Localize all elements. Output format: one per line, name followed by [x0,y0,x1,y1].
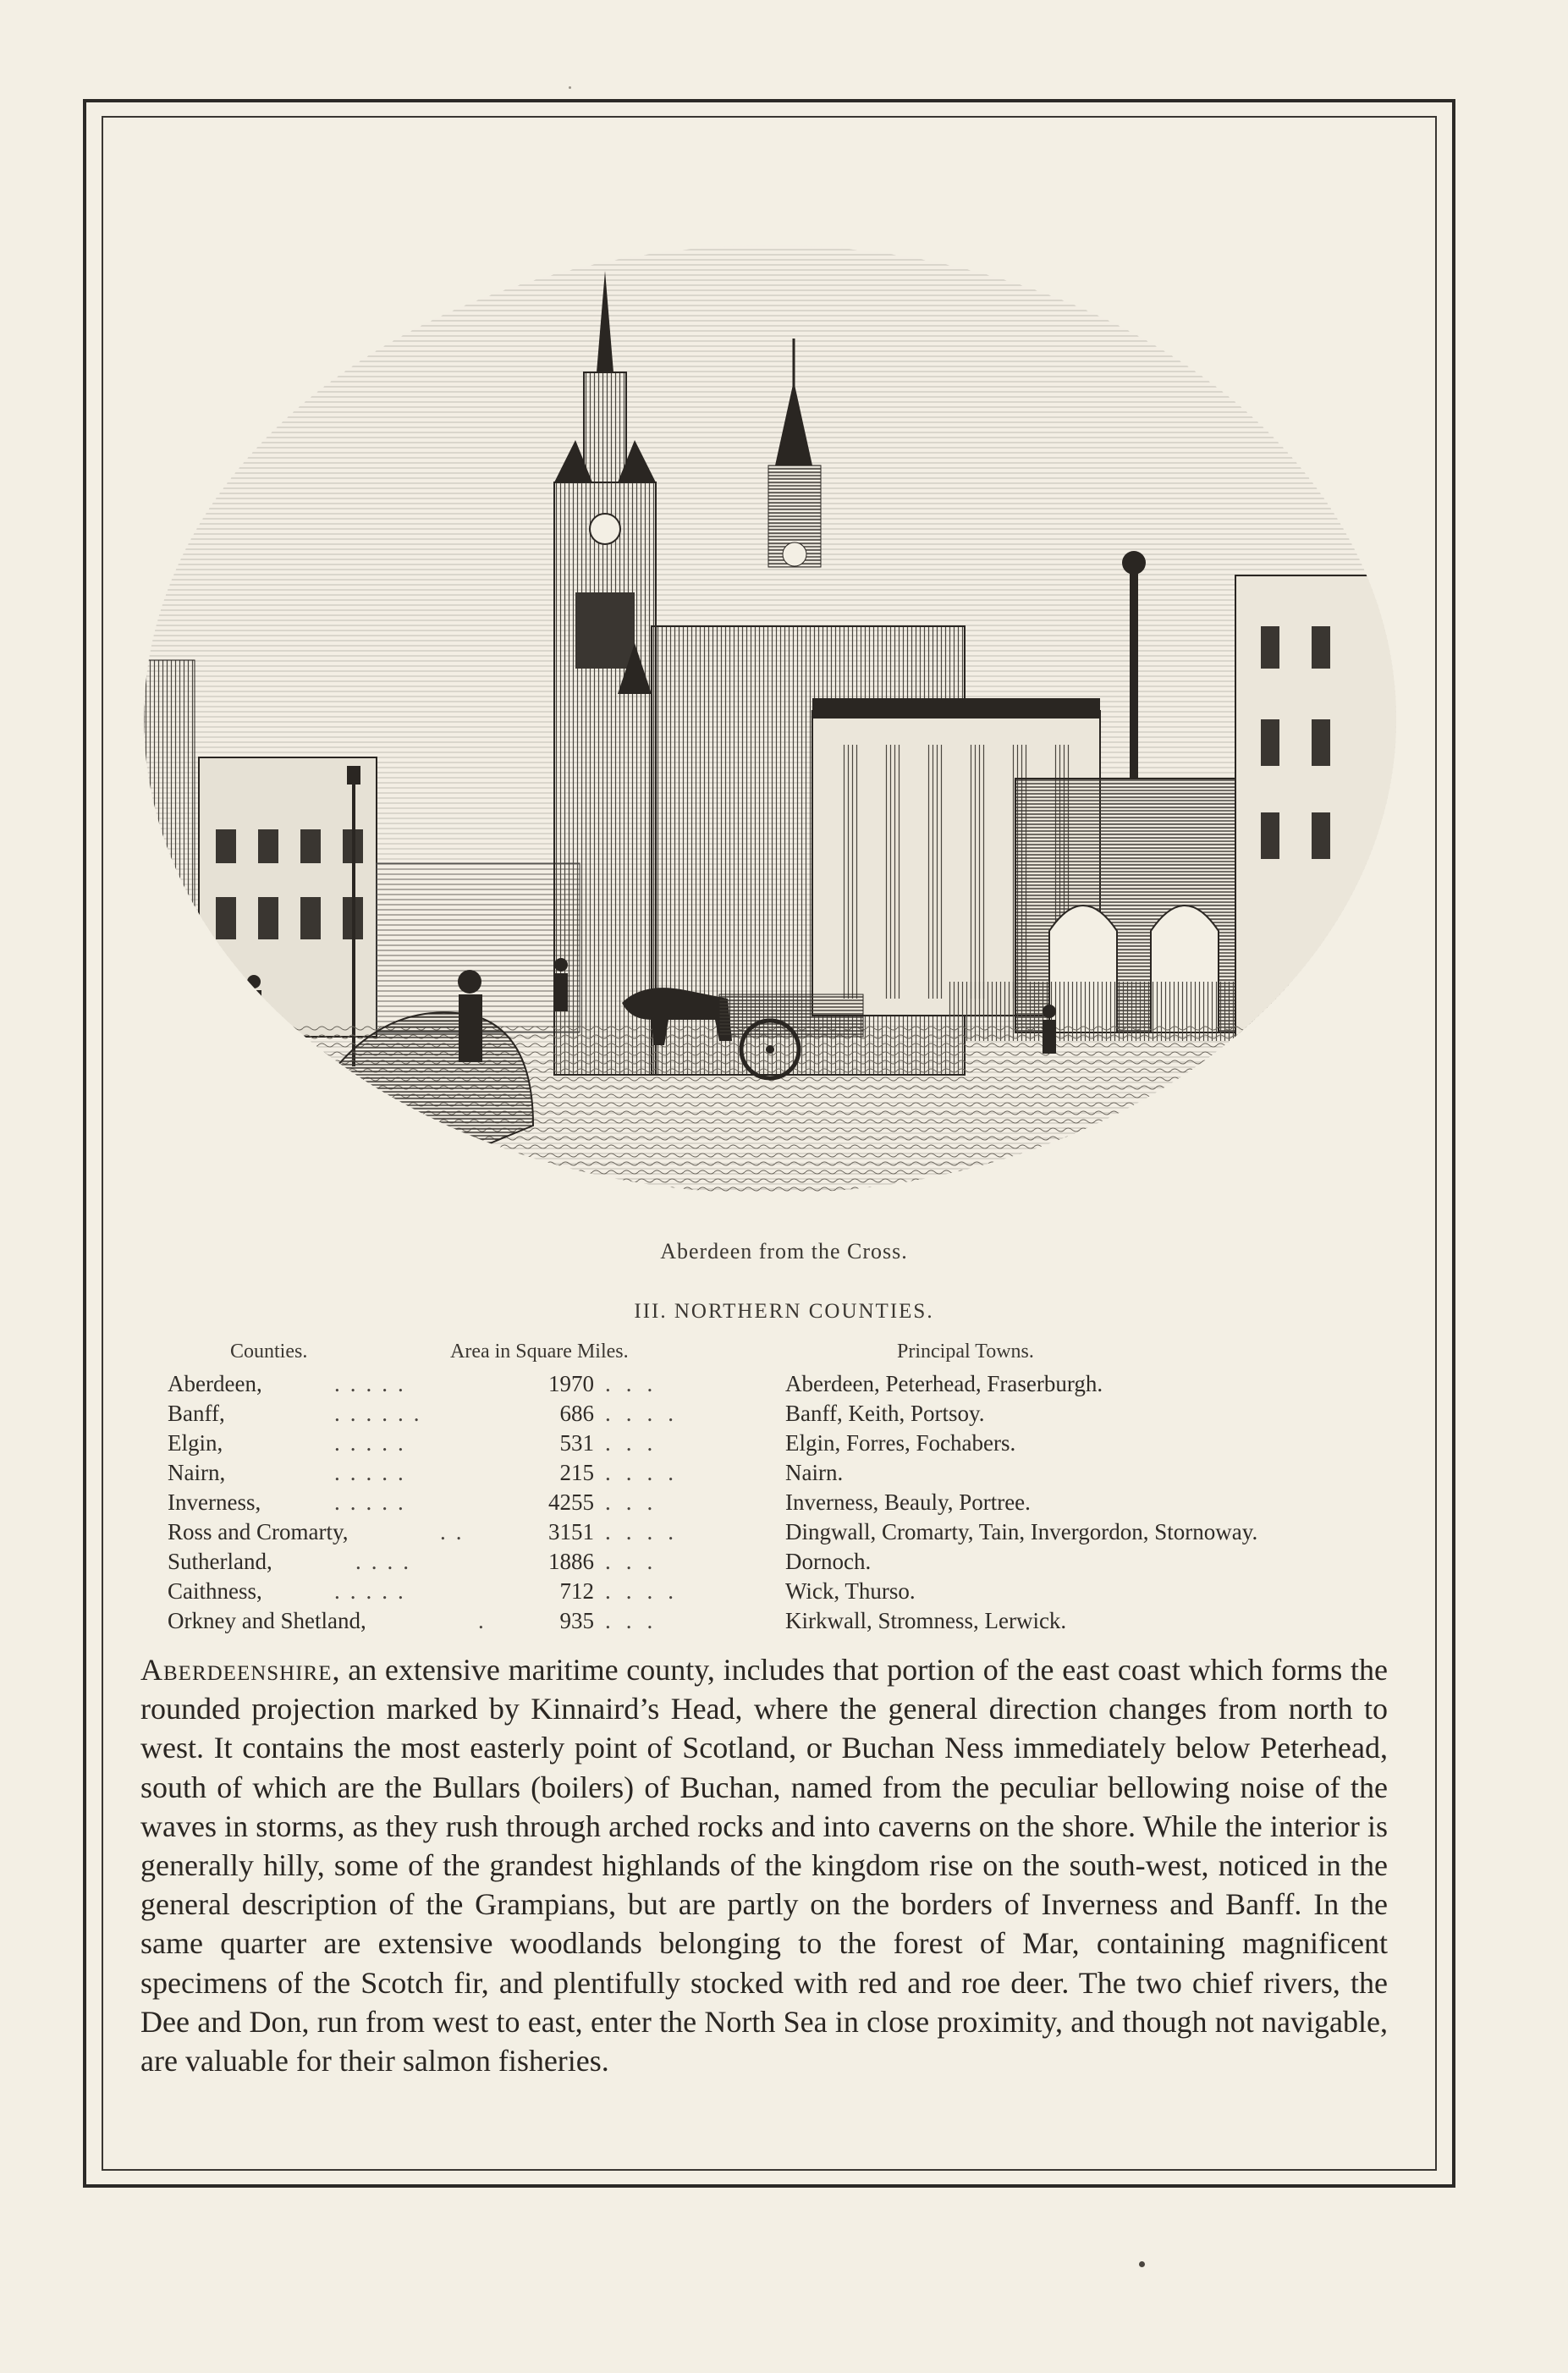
table-row [0,1460,1568,1489]
table-row [0,1608,1568,1637]
leader-dots: ..... [334,1578,414,1604]
county-area: 4255 [548,1489,594,1515]
county-name: Ross and Cromarty, [168,1519,349,1544]
leader-dots: .... [605,1460,689,1485]
principal-towns: Aberdeen, Peterhead, Fraserburgh. [785,1371,1103,1396]
county-name: Aberdeen, [168,1371,262,1396]
header-area: Area in Square Miles. [450,1341,629,1363]
county-area: 215 [559,1460,594,1485]
table-row [0,1489,1568,1518]
header-counties: Counties. [230,1341,308,1363]
table-title: III. NORTHERN COUNTIES. [634,1300,934,1323]
table-row [0,1578,1568,1607]
trestle [1210,1049,1295,1096]
county-area: 1886 [548,1549,594,1574]
leader-dots: .... [355,1549,419,1574]
principal-towns: Nairn. [785,1460,844,1485]
table-row [0,1401,1568,1429]
right-building [1235,575,1405,1049]
header-towns: Principal Towns. [897,1341,1034,1363]
table-row [0,1549,1568,1577]
leader-dots: ... [605,1489,668,1515]
county-area: 712 [559,1578,594,1604]
leader-dots: .. [440,1519,472,1544]
county-name: Caithness, [168,1578,262,1604]
table-row [0,1519,1568,1548]
county-name: Banff, [168,1401,225,1426]
table-row [0,1430,1568,1459]
lead-word: Aberdeenshire [140,1653,333,1687]
county-name: Inverness, [168,1489,261,1515]
ink-speck [1139,2261,1145,2267]
county-name: Elgin, [168,1430,223,1456]
principal-towns: Banff, Keith, Portsoy. [785,1401,985,1426]
leader-dots: ... [605,1549,668,1574]
leader-dots: ... [605,1371,668,1396]
leader-dots: ..... [334,1430,414,1456]
principal-towns: Wick, Thurso. [785,1578,916,1604]
engraving-illustration [135,237,1405,1219]
leader-dots: .... [605,1519,689,1544]
county-name: Sutherland, [168,1549,272,1574]
principal-towns: Inverness, Beauly, Portree. [785,1489,1031,1515]
leader-dots: . [478,1608,494,1633]
leader-dots: ...... [334,1401,430,1426]
principal-towns: Kirkwall, Stromness, Lerwick. [785,1608,1067,1633]
county-name: Nairn, [168,1460,226,1485]
leader-dots: ..... [334,1489,414,1515]
body-paragraph [140,1650,1388,2080]
leader-dots: ..... [334,1371,414,1396]
county-area: 3151 [548,1519,594,1544]
county-name: Orkney and Shetland, [168,1608,366,1633]
leader-dots: ... [605,1430,668,1456]
table-row [0,1371,1568,1400]
illustration-caption: Aberdeen from the Cross. [660,1239,908,1264]
county-area: 935 [559,1608,594,1633]
principal-towns: Dornoch. [785,1549,872,1574]
leader-dots: .... [605,1401,689,1426]
leader-dots: ..... [334,1460,414,1485]
paper-speck [569,86,571,89]
leader-dots: ... [605,1608,668,1633]
principal-towns: Dingwall, Cromarty, Tain, Invergordon, Stornoway. [785,1519,1258,1544]
principal-towns: Elgin, Forres, Fochabers. [785,1430,1016,1456]
county-area: 1970 [548,1371,594,1396]
county-area: 531 [559,1430,594,1456]
paragraph-text: , an extensive maritime county, includes that portion of the east coast which forms the rounded projection marked by Kinnaird’s Head, where the general direction changes from north to west. It contains the most easterly point of Scotland, or Buchan Ness immediately below Peterhead, south of which are the Bullars (boilers) of Buchan, named from the peculiar bellowing noise of the waves in storms, as they rush through arched rocks and into caverns on the shore. While the interior is generally hilly, some of the grandest highlands of the kingdom rise on the south-west, noticed in the general description of the Grampians, but are partly on the borders of Inverness and Banff. In the same quarter are extensive woodlands belonging to the forest of Mar, containing magnificent specimens of the Scotch fir, and plentifully stocked with red and roe deer. The two chief rivers, the Dee and Don, run from west to east, enter the North Sea in close proximity, and though not navigable, are valuable for their salmon fisheries. [140,1653,1388,2078]
leader-dots: .... [605,1578,689,1604]
county-area: 686 [559,1401,594,1426]
